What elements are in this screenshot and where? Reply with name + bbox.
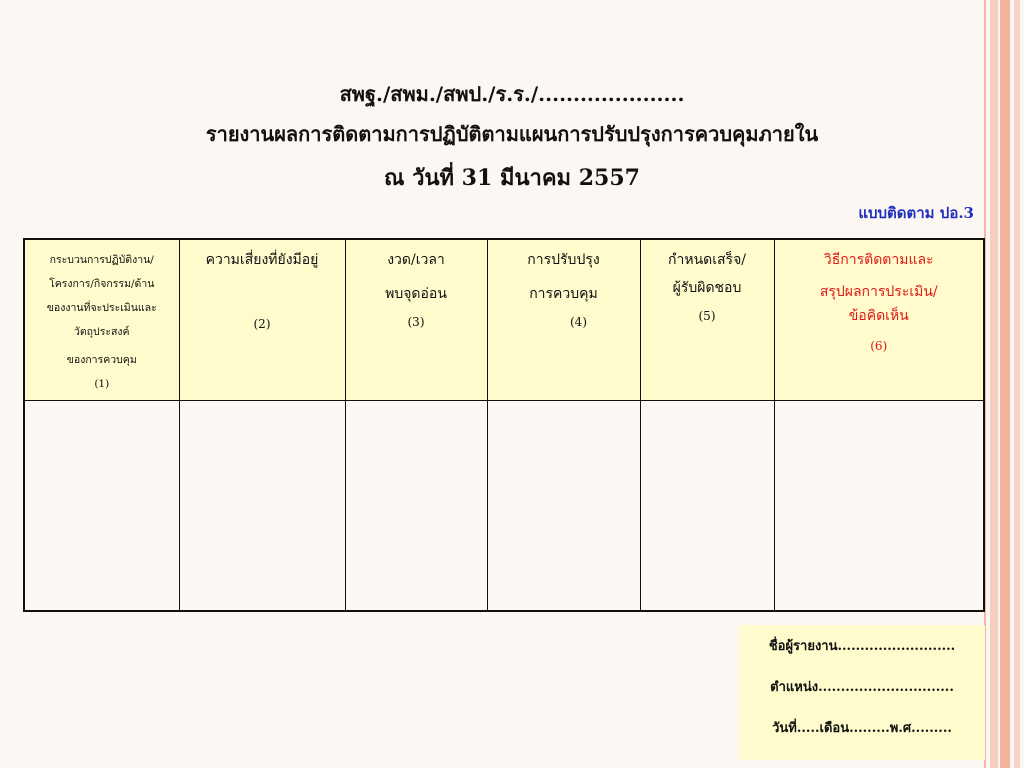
table-cell[interactable] <box>640 401 774 612</box>
report-date: ณ วันที่ 31 มีนาคม 2557 <box>384 165 640 191</box>
report-table <box>23 238 985 612</box>
table-cell[interactable] <box>774 401 984 612</box>
form-code: แบบติดตาม ปอ.3 <box>858 204 974 222</box>
column-header-followup: วิธีการติดตามและ สรุปผลการประเมิน/ ข้อคิดเห็น (6) <box>774 239 984 401</box>
column-header-improvement: การปรับปรุง การควบคุม (4) <box>487 239 640 401</box>
position-line: ตำแหน่ง.............................. <box>770 680 954 695</box>
column-header-process: กระบวนการปฏิบัติงาน/ โครงการ/กิจกรรม/ด้าน ของงานที่จะประเมินและ วัตถุประสงค์ ของการควบคุม (1) <box>24 239 179 401</box>
report-title: รายงานผลการติดตามการปฏิบัติตามแผนการปรับปรุงการควบคุมภายใน <box>205 122 819 146</box>
column-header-deadline: กำหนดเสร็จ/ ผู้รับผิดชอบ (5) <box>640 239 774 401</box>
table-cell[interactable] <box>345 401 487 612</box>
column-header-risk: ความเสี่ยงที่ยังมีอยู่ (2) <box>179 239 345 401</box>
reporter-name-line: ชื่อผู้รายงาน.......................... <box>768 639 956 654</box>
column-header-period: งวด/เวลา พบจุดอ่อน (3) <box>345 239 487 401</box>
table-header-row <box>24 239 984 401</box>
table-cell[interactable] <box>487 401 640 612</box>
table-cell[interactable] <box>179 401 345 612</box>
header-org-line: สพฐ./สพม./สพป./ร.ร./..................... <box>339 82 685 106</box>
decorative-stripes <box>980 0 1024 768</box>
signature-box <box>739 625 985 760</box>
table-row <box>24 401 984 612</box>
table-cell[interactable] <box>24 401 179 612</box>
date-line: วันที่.....เดือน.........พ.ศ......... <box>772 721 952 736</box>
